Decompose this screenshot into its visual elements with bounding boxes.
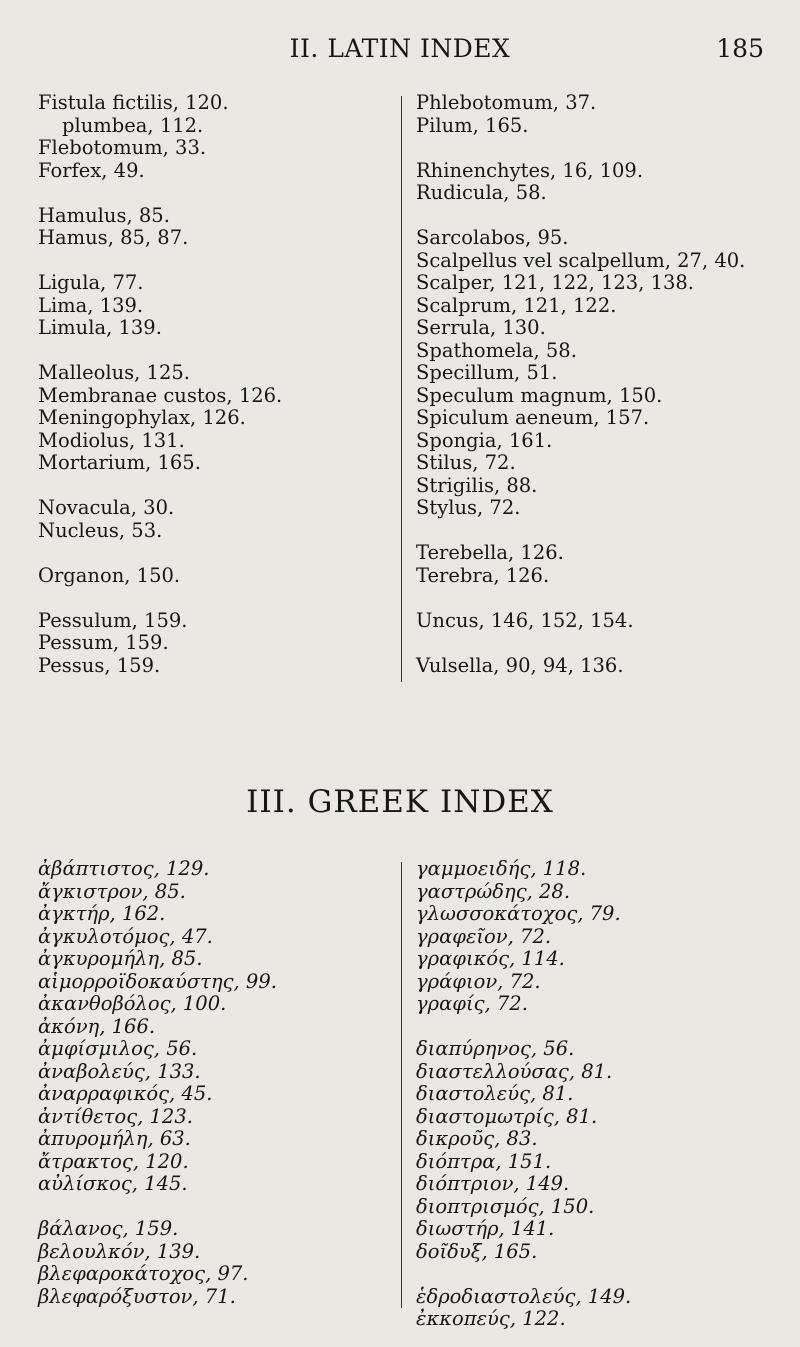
index-entry: διαστολεύς, 81. (416, 1082, 574, 1105)
index-entry: Strigilis, 88. (416, 473, 538, 497)
index-entry: ἀγκυλοτόμος, 47. (38, 924, 213, 948)
index-entry: Serrula, 130. (416, 316, 546, 339)
running-head (0, 34, 800, 66)
index-entry: Terebella, 126. (416, 541, 564, 564)
index-entry: αἱμορροϊδοκαύστης, 99. (38, 969, 277, 993)
index-entry: Forfex, 49. (38, 158, 145, 182)
index-entry: Lima, 139. (38, 293, 144, 317)
index-entry: Pessum, 159. (38, 631, 169, 654)
index-entry: διόπτρα, 151. (416, 1149, 552, 1173)
index-entry: γαμμοειδής, 118. (416, 857, 587, 880)
index-entry: Stylus, 72. (416, 496, 521, 519)
index-entry: Pessulum, 159. (38, 608, 188, 632)
page-number: 185 (716, 34, 764, 63)
index-entry: Organon, 150. (38, 563, 181, 587)
index-entry: ἀναρραφικός, 45. (38, 1082, 213, 1105)
index-entry: Stilus, 72. (416, 451, 516, 474)
index-entry: γραφίς, 72. (416, 992, 528, 1015)
index-entry: διωστήρ, 141. (416, 1217, 555, 1240)
entry-spacer (416, 520, 745, 543)
latin-index-right-column (416, 92, 745, 677)
index-entry: ἀναβολεύς, 133. (38, 1059, 201, 1083)
index-entry: Phlebotomum, 37. (416, 91, 597, 114)
index-entry: ἀβάπτιστος, 129. (38, 857, 210, 880)
column-rule (401, 96, 402, 682)
index-entry: Flebotomum, 33. (38, 136, 207, 159)
running-title: II. LATIN INDEX (289, 34, 511, 63)
index-entry: διοπτρισμός, 150. (416, 1194, 595, 1218)
index-entry: αὐλίσκος, 145. (38, 1172, 188, 1195)
index-entry: Hamus, 85, 87. (38, 226, 189, 249)
index-entry: Spathomela, 58. (416, 338, 577, 362)
index-entry: Pilum, 165. (416, 113, 529, 137)
greek-index-left-column (38, 858, 277, 1308)
index-entry: γλωσσοκάτοχος, 79. (416, 902, 621, 925)
index-entry: ἀγκτήρ, 162. (38, 902, 166, 925)
index-entry: ἀντίθετος, 123. (38, 1104, 193, 1128)
index-entry: Novacula, 30. (38, 496, 175, 519)
index-entry: Membranae custos, 126. (38, 383, 283, 407)
index-entry: Terebra, 126. (416, 563, 550, 587)
index-entry: Scalpellus vel scalpellum, 27, 40. (416, 248, 746, 272)
index-entry: Speculum magnum, 150. (416, 383, 663, 407)
index-entry: ἀμφίσμιλος, 56. (38, 1037, 198, 1060)
index-entry: Fistula fictilis, 120. (38, 91, 229, 114)
index-entry: Ligula, 77. (38, 271, 144, 294)
index-entry: γράφιον, 72. (416, 969, 541, 993)
entry-spacer (38, 1196, 277, 1219)
index-entry: ἐκκοπεύς, 122. (416, 1307, 566, 1330)
index-entry: γαστρώδης, 28. (416, 879, 571, 903)
index-entry: ἄτρακτος, 120. (38, 1149, 189, 1173)
entry-spacer (38, 250, 282, 273)
index-entry: διαπύρηνος, 56. (416, 1037, 575, 1060)
entry-spacer (416, 137, 745, 160)
entry-spacer (416, 587, 745, 610)
index-entry: Spongia, 161. (416, 428, 553, 452)
entry-spacer (38, 182, 282, 205)
index-entry: Pessus, 159. (38, 653, 161, 677)
index-entry: βάλανος, 159. (38, 1217, 179, 1240)
index-entry: ἀπυρομήλη, 63. (38, 1127, 191, 1150)
entry-spacer (38, 475, 282, 498)
entry-spacer (38, 587, 282, 610)
index-entry: δικροῦς, 83. (416, 1127, 538, 1150)
index-entry: Specillum, 51. (416, 361, 558, 384)
index-entry: Malleolus, 125. (38, 361, 190, 384)
index-entry: γραφεῖον, 72. (416, 924, 552, 948)
column-rule (401, 862, 402, 1308)
index-entry: Spiculum aeneum, 157. (416, 406, 650, 429)
index-entry: ἀγκυρομήλη, 85. (38, 947, 203, 970)
index-entry: Mortarium, 165. (38, 451, 201, 474)
index-entry: διαστομωτρίς, 81. (416, 1104, 598, 1128)
index-entry: ἀκόνη, 166. (38, 1014, 156, 1038)
index-entry: Nucleus, 53. (38, 518, 163, 542)
index-entry: βλεφαροκάτοχος, 97. (38, 1262, 249, 1285)
index-entry: Scalprum, 121, 122. (416, 293, 617, 317)
index-entry: Vulsella, 90, 94, 136. (416, 653, 624, 677)
index-entry: Rhinenchytes, 16, 109. (416, 158, 644, 182)
index-entry: δοῖδυξ, 165. (416, 1239, 538, 1263)
index-entry: γραφικός, 114. (416, 947, 565, 970)
index-entry: ἀκανθοβόλος, 100. (38, 992, 227, 1015)
index-entry: Uncus, 146, 152, 154. (416, 608, 634, 632)
greek-index-right-column (416, 858, 631, 1331)
index-entry: Hamulus, 85. (38, 203, 170, 227)
index-entry: Modiolus, 131. (38, 428, 185, 452)
index-entry: βελουλκόν, 139. (38, 1239, 201, 1263)
entry-spacer (416, 1263, 631, 1286)
entry-spacer (416, 1016, 631, 1039)
entry-spacer (416, 205, 745, 228)
index-entry: Rudicula, 58. (416, 181, 547, 204)
index-entry: διαστελλούσας, 81. (416, 1059, 613, 1083)
index-entry: βλεφαρόξυστον, 71. (38, 1284, 236, 1308)
latin-index-left-column (38, 92, 282, 677)
index-entry: Sarcolabos, 95. (416, 226, 569, 249)
index-entry: ἑδροδιαστολεύς, 149. (416, 1284, 632, 1308)
index-entry: Meningophylax, 126. (38, 406, 246, 429)
entry-spacer (38, 340, 282, 363)
index-entry: διόπτριον, 149. (416, 1172, 570, 1195)
index-entry: Scalper, 121, 122, 123, 138. (416, 271, 695, 294)
index-entry: ἄγκιστρον, 85. (38, 879, 186, 903)
greek-index-title: III. GREEK INDEX (246, 784, 554, 820)
entry-spacer (416, 632, 745, 655)
index-subentry: plumbea, 112. (62, 113, 204, 137)
index-entry: Limula, 139. (38, 316, 162, 339)
entry-spacer (38, 542, 282, 565)
